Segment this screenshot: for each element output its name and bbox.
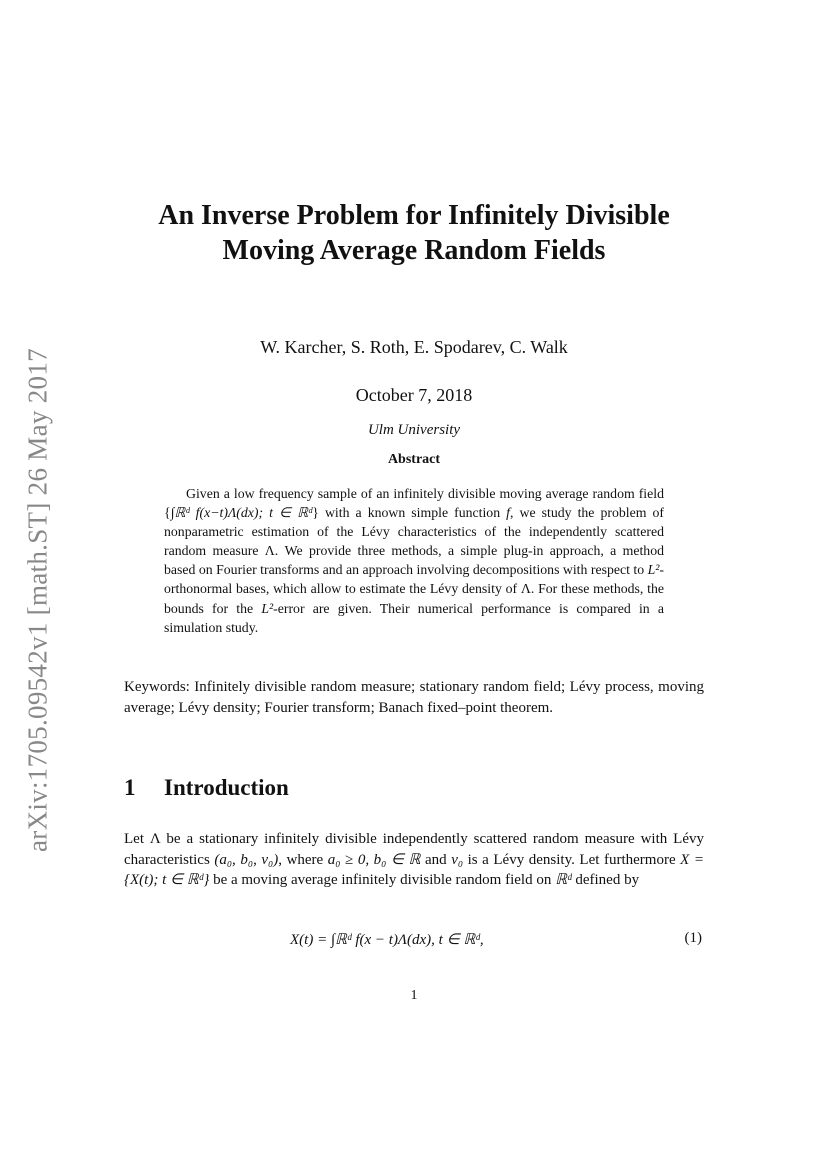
abstract-text: -orthonormal bases, which allow to estimate the Lévy density of Λ. For these methods, the bounds for the [164,562,664,616]
intro-text: Let Λ be a stationary infinitely divisible independently scattered random measure with Lévy characteristics [124,831,704,868]
intro-math: X = {X(t); t ∈ ℝᵈ} [124,851,704,888]
intro-text: is a Lévy density. Let furthermore [463,851,681,868]
intro-text: defined by [571,872,640,888]
abstract-heading: Abstract [387,452,441,467]
equation-1 [124,928,704,968]
intro-text: , where [278,851,328,868]
intro-math: (a₀, b₀, v₀) [214,851,279,868]
section-title: Introduction [164,775,289,800]
abstract-math: L² [261,600,274,616]
arxiv-stamp: arXiv:1705.09542v1 [math.ST] 26 May 2017 [22,348,53,852]
abstract-body [164,484,664,637]
intro-math: a₀ ≥ 0, b₀ ∈ ℝ [327,851,421,868]
section-number: 1 [124,775,136,800]
page-number: 1 [410,988,418,1003]
intro-text: and [420,851,452,868]
intro-math: ℝᵈ [555,872,572,888]
paper-title: An Inverse Problem for Infinitely Divisible Moving Average Random Fields [158,200,670,266]
intro-math: v₀ [451,851,464,868]
authors: W. Karcher, S. Roth, E. Spodarev, C. Walk [260,337,568,357]
date: October 7, 2018 [355,385,473,405]
keywords: Keywords: Infinitely divisible random measure; stationary random field; Lévy process, moving average; Lévy density; Fourier transform; Banach fixed–point theorem. [124,679,704,716]
intro-text: be a moving average infinitely divisible random field on [209,872,556,888]
equation-label: (1) [684,930,702,946]
abstract-text: -error are given. Their numerical performance is compared in a simulation study. [164,600,664,635]
abstract-math: ∫ℝᵈ f(x−t)Λ(dx); t ∈ ℝᵈ [170,505,313,521]
abstract-text: Given a low frequency sample of an infinitely divisible moving average random field { [164,486,664,521]
affiliation: Ulm University [367,422,461,438]
abstract-text: , we study the problem of nonparametric estimation of the Lévy characteristics of the independently scattered random measure Λ. We provide three methods, a simple plug-in approach, a method based on Fourier transforms and an approach involving decompositions with respect to [164,505,664,578]
abstract-text: } with a known simple function [312,505,507,521]
section-heading [124,775,704,801]
abstract-math: f [506,505,510,521]
intro-paragraph [124,829,704,891]
equation-expression: X(t) = ∫ℝᵈ f(x − t)Λ(dx), t ∈ ℝᵈ, [290,932,484,948]
abstract-math: L² [647,562,660,578]
